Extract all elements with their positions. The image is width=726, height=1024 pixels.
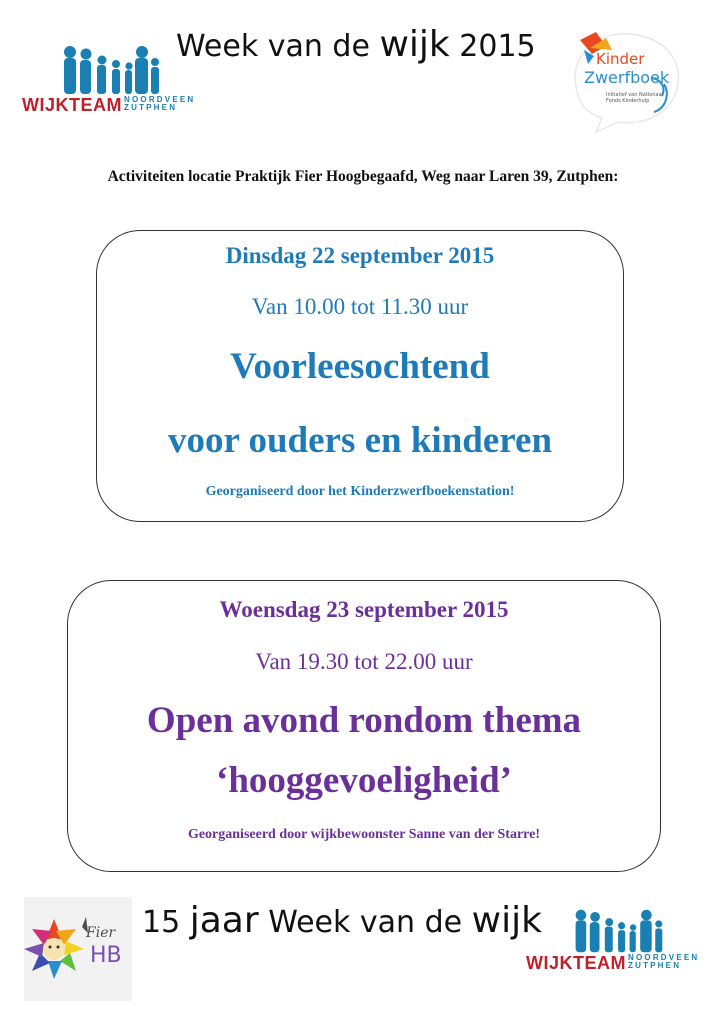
wijkteam-wordmark xyxy=(526,954,716,972)
event-box-1 xyxy=(96,230,624,522)
event-heading-line1: Voorleesochtend xyxy=(230,346,490,387)
wijkteam-sub-zutphen: ZUTPHEN xyxy=(124,103,178,112)
wijkteam-logo-bottom xyxy=(526,908,716,972)
footer-title-part: Week van de xyxy=(258,905,472,940)
location-subtitle: Activiteiten locatie Praktijk Fier Hoogbegaafd, Weg naar Laren 39, Zutphen: xyxy=(107,168,619,185)
event-date: Woensdag 23 september 2015 xyxy=(219,597,509,622)
wijkteam-name: WIJKTEAM xyxy=(526,953,626,973)
footer-title-part: jaar xyxy=(189,900,259,941)
wijkteam-sub-noordveen: NOORDVEEN xyxy=(628,953,700,962)
kinderzwerfboek-tagline: Initiatief van Nationaal Fonds Kinderhulp xyxy=(606,92,663,104)
wijkteam-sub-noordveen: NOORDVEEN xyxy=(124,95,196,104)
event-heading-line2: voor ouders en kinderen xyxy=(167,420,553,461)
event-box-2 xyxy=(67,580,661,872)
page-title xyxy=(176,24,556,65)
kinderzwerfboek-line2: Zwerfboek xyxy=(584,68,670,87)
title-part: wijk xyxy=(379,24,450,65)
event-time: Van 10.00 tot 11.30 uur xyxy=(251,294,469,319)
event-time: Van 19.30 tot 22.00 uur xyxy=(255,649,473,674)
kinderzwerfboek-logo xyxy=(566,26,686,136)
event-organizer: Georganiseerd door wijkbewoonster Sanne van der Starre! xyxy=(187,827,541,842)
people-silhouette-icon xyxy=(564,908,704,954)
people-silhouette-icon xyxy=(22,44,162,96)
hb-text: HB xyxy=(90,943,122,968)
title-part: 2015 xyxy=(449,29,536,64)
wijkteam-name: WIJKTEAM xyxy=(22,95,122,115)
event-organizer: Georganiseerd door het Kinderzwerfboekenstation! xyxy=(205,484,515,499)
event-heading-line2: ‘hooggevoeligheid’ xyxy=(216,760,512,801)
wijkteam-wordmark xyxy=(22,96,212,114)
kinderzwerfboek-line1: Kinder xyxy=(596,50,645,68)
event-date: Dinsdag 22 september 2015 xyxy=(225,243,495,268)
footer-title-part: wijk xyxy=(471,900,542,941)
title-part: Week van de xyxy=(176,29,380,64)
fier-hb-logo xyxy=(24,897,132,1001)
fier-text: Fier xyxy=(86,925,116,941)
footer-title xyxy=(142,900,542,941)
wijkteam-sub-zutphen: ZUTPHEN xyxy=(628,961,682,970)
footer-title-part: 15 xyxy=(142,905,190,940)
event-heading-line1: Open avond rondom thema xyxy=(146,700,582,741)
